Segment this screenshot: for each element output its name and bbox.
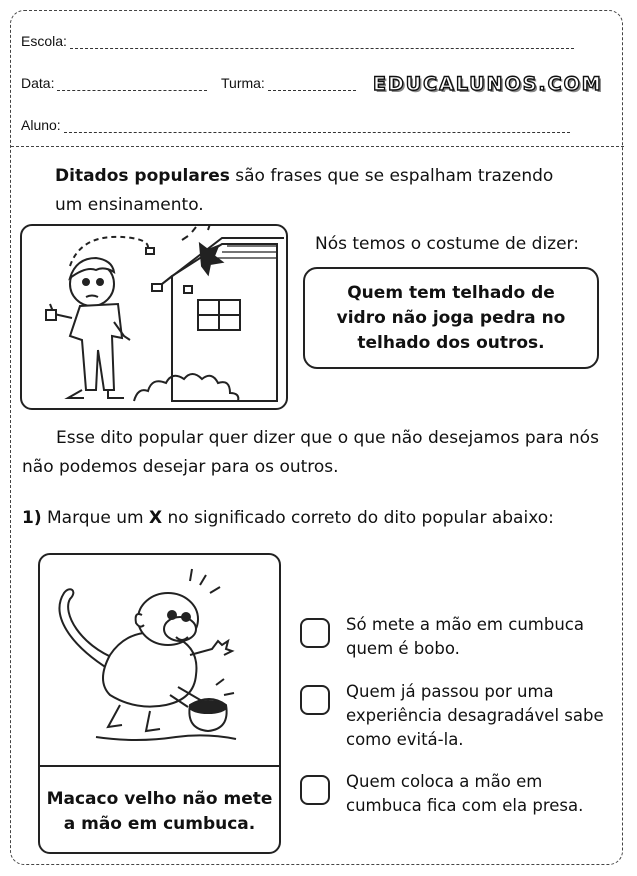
turma-field[interactable] (221, 75, 356, 91)
question-1 (22, 508, 554, 528)
boy-throwing-stone-drawing (22, 226, 286, 408)
option-1-checkbox[interactable] (300, 618, 330, 648)
turma-line[interactable] (268, 78, 356, 91)
monkey-illustration-card (38, 553, 281, 854)
data-line[interactable] (57, 78, 207, 91)
data-field[interactable] (21, 75, 207, 91)
saying-lead: Nós temos o costume de dizer: (315, 234, 579, 254)
aluno-label: Aluno: (21, 117, 61, 133)
aluno-field[interactable] (21, 117, 570, 133)
escola-line[interactable] (70, 36, 574, 49)
escola-label: Escola: (21, 33, 67, 49)
option-2-checkbox[interactable] (300, 685, 330, 715)
option-3-checkbox[interactable] (300, 775, 330, 805)
boy-glass-roof-illustration (20, 224, 288, 410)
intro-text: são frases que se espalham trazendo um ensinamento. (55, 166, 554, 215)
question-mark-x: X (148, 508, 163, 528)
proverb-quote-box: Quem tem telhado de vidro não joga pedra no telhado dos outros. (303, 267, 599, 369)
escola-field[interactable] (21, 33, 574, 49)
data-label: Data: (21, 75, 55, 91)
explanation-paragraph: Esse dito popular quer dizer que o que não desejamos para nós não podemos desejar para os outros. (22, 428, 599, 477)
turma-label: Turma: (221, 75, 265, 91)
option-3[interactable] (300, 770, 606, 818)
monkey-cumbuca-drawing (40, 555, 279, 761)
question-text-before: Marque um (41, 508, 149, 528)
student-info-header (11, 11, 624, 147)
option-1[interactable] (300, 613, 606, 661)
option-2[interactable] (300, 680, 606, 752)
educalunos-logo: EDUCALUNOS.COM (373, 73, 603, 95)
question-text-after: no significado correto do dito popular abaixo: (162, 508, 554, 528)
intro-bold-term: Ditados populares (55, 166, 230, 186)
proverb-caption: Macaco velho não mete a mão em cumbuca. (40, 765, 279, 854)
option-3-text: Quem coloca a mão em cumbuca fica com ela presa. (346, 772, 584, 815)
option-2-text: Quem já passou por uma experiência desagradável sabe como evitá-la. (346, 682, 604, 749)
intro-paragraph (55, 162, 585, 220)
option-1-text: Só mete a mão em cumbuca quem é bobo. (346, 615, 584, 658)
question-number: 1) (22, 508, 42, 528)
aluno-line[interactable] (64, 120, 570, 133)
